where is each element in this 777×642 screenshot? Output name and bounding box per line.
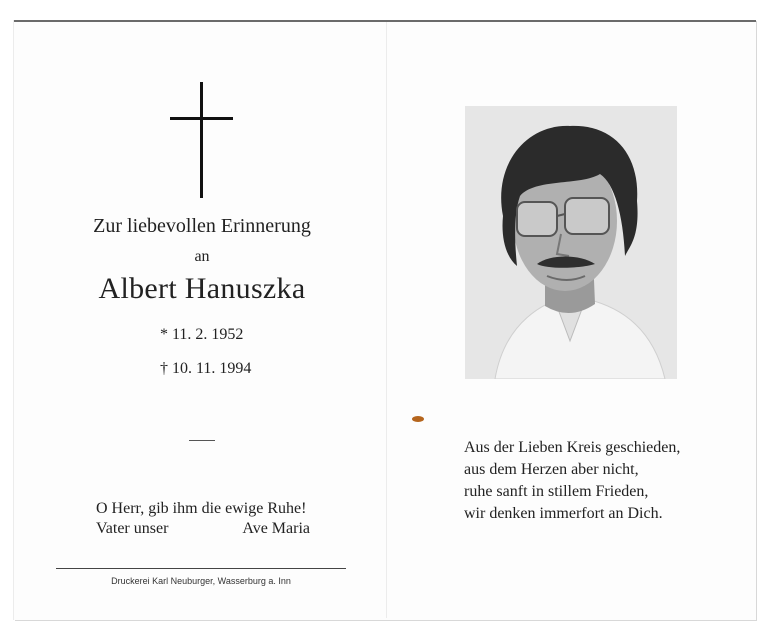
poem-line: wir denken immerfort an Dich.	[464, 505, 663, 522]
conjunction-text: an	[194, 248, 210, 265]
stain-mark	[411, 410, 425, 418]
poem-line: Aus der Lieben Kreis geschieden,	[464, 439, 681, 456]
prayer-ave-maria: Ave Maria	[242, 520, 310, 537]
deceased-name: Albert Hanuszka	[98, 272, 306, 305]
portrait-photo	[465, 106, 677, 379]
prayer-line: O Herr, gib ihm die ewige Ruhe!	[96, 500, 307, 517]
birth-date: * 11. 2. 1952	[160, 326, 244, 343]
printer-rule	[56, 568, 346, 569]
card-fold	[386, 22, 387, 618]
prayer-vater-unser: Vater unser	[96, 520, 169, 537]
poem-line: aus dem Herzen aber nicht,	[464, 461, 639, 478]
memorial-heading: Zur liebevollen Erinnerung	[93, 215, 311, 237]
poem-block	[464, 437, 680, 525]
poem-line: ruhe sanft in stillem Frieden,	[464, 483, 649, 500]
death-date: † 10. 11. 1994	[160, 360, 252, 377]
printer-credit: Druckerei Karl Neuburger, Wasserburg a. Inn	[111, 576, 291, 586]
divider-dash	[189, 440, 215, 441]
